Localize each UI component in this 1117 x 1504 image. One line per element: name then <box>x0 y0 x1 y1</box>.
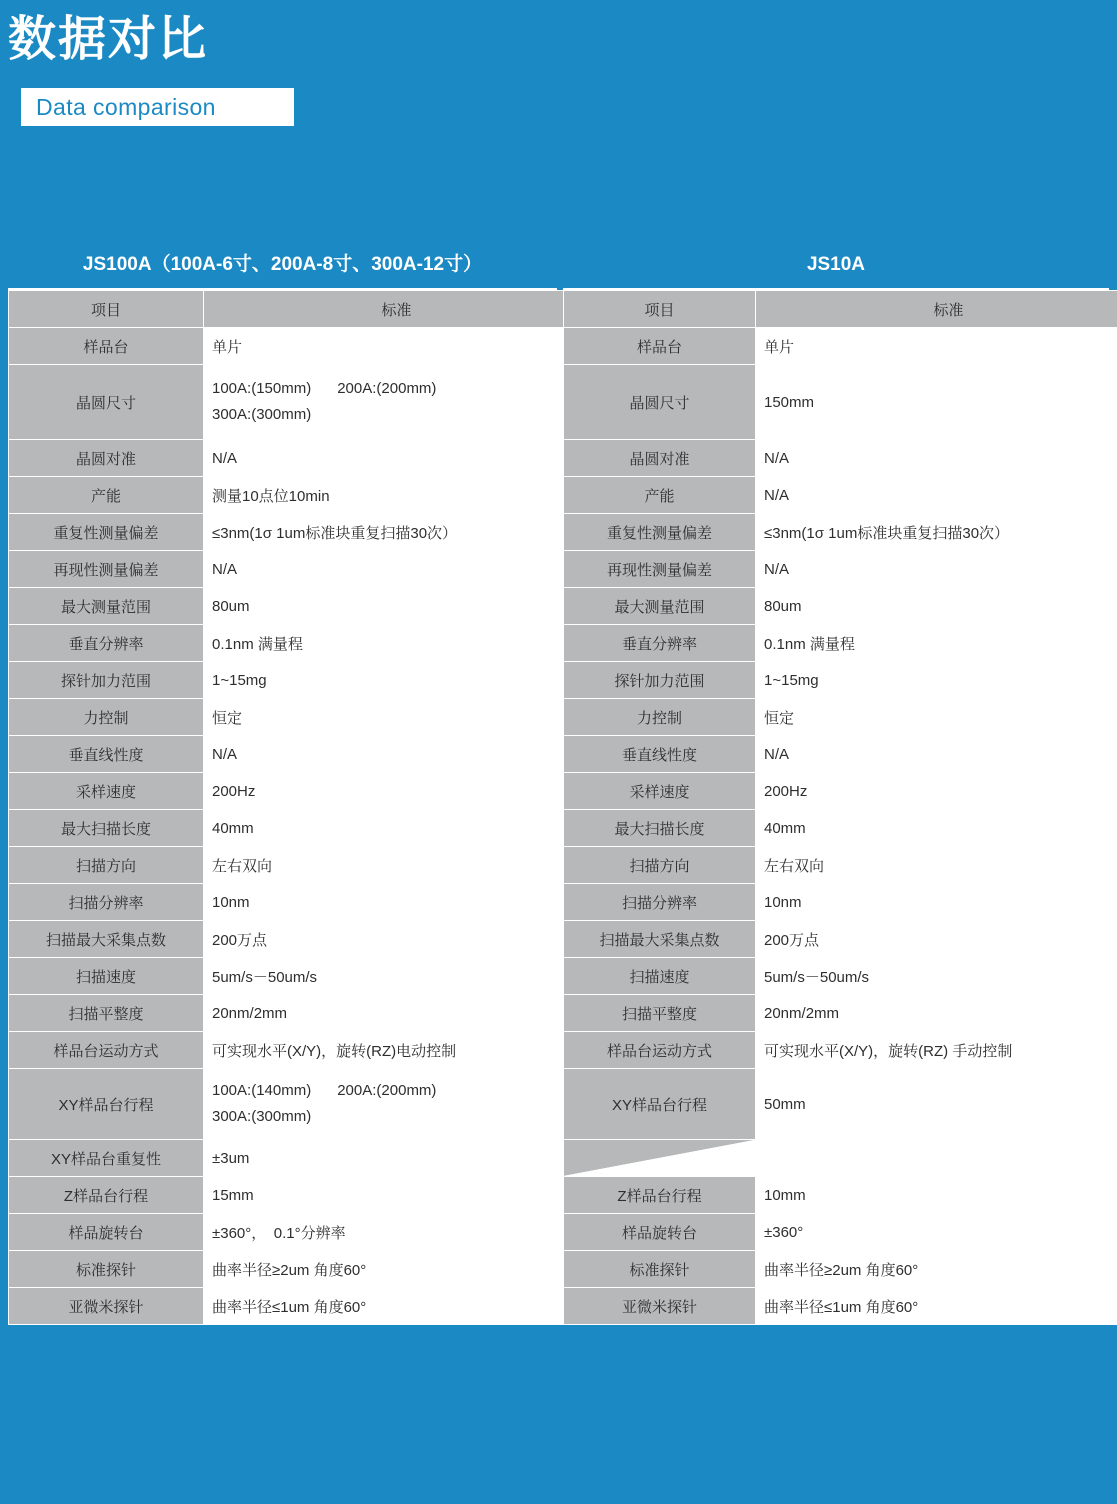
row-item: Z样品台行程 <box>9 1177 204 1214</box>
row-item: 扫描速度 <box>9 958 204 995</box>
model-header-right: JS10A <box>563 242 1109 290</box>
row-item: 重复性测量偏差 <box>564 514 756 551</box>
row-value-line1: 100A:(140mm) <box>212 1082 312 1099</box>
spec-table-right <box>563 290 1117 1325</box>
row-value: 10nm <box>756 884 1117 921</box>
table-row <box>564 1251 1117 1288</box>
column-header-standard: 标准 <box>204 291 590 328</box>
table-row <box>9 514 590 551</box>
row-value: 单片 <box>756 328 1117 365</box>
row-item: 扫描平整度 <box>9 995 204 1032</box>
table-row <box>564 1177 1117 1214</box>
table-js100a <box>8 242 557 1325</box>
table-row <box>9 440 590 477</box>
row-value: ±360° <box>756 1214 1117 1251</box>
row-item: 最大扫描长度 <box>9 810 204 847</box>
table-row <box>564 995 1117 1032</box>
row-item: 扫描速度 <box>564 958 756 995</box>
row-item: 产能 <box>564 477 756 514</box>
row-value: 曲率半径≥2um 角度60° <box>756 1251 1117 1288</box>
row-item: 样品台 <box>9 328 204 365</box>
spec-table-left <box>8 290 590 1325</box>
subtitle-text: Data comparison <box>36 93 216 120</box>
row-item: XY样品台行程 <box>9 1069 204 1140</box>
row-value: 200Hz <box>756 773 1117 810</box>
table-header-row <box>9 291 590 328</box>
row-item: 采样速度 <box>9 773 204 810</box>
model-header-left: JS100A（100A-6寸、200A-8寸、300A-12寸） <box>8 242 557 290</box>
table-row <box>564 884 1117 921</box>
row-item: 垂直线性度 <box>564 736 756 773</box>
row-value: 恒定 <box>756 699 1117 736</box>
table-row <box>564 773 1117 810</box>
row-item: 产能 <box>9 477 204 514</box>
table-row <box>564 551 1117 588</box>
page-title: 数据对比 <box>8 13 209 66</box>
table-row <box>564 1032 1117 1069</box>
table-row <box>9 699 590 736</box>
table-row <box>564 699 1117 736</box>
row-value: N/A <box>756 736 1117 773</box>
subtitle-accent-bar <box>14 88 21 126</box>
row-value <box>204 1069 590 1140</box>
table-row <box>564 1288 1117 1325</box>
table-row <box>9 1251 590 1288</box>
row-value: 可实现水平(X/Y)，旋转(RZ)电动控制 <box>204 1032 590 1069</box>
table-row <box>9 551 590 588</box>
row-item: 最大扫描长度 <box>564 810 756 847</box>
row-item: 样品台运动方式 <box>9 1032 204 1069</box>
column-header-item: 项目 <box>9 291 204 328</box>
row-value: 150mm <box>756 365 1117 440</box>
table-row <box>9 662 590 699</box>
table-row <box>564 1069 1117 1140</box>
row-value: 10mm <box>756 1177 1117 1214</box>
row-value: 80um <box>756 588 1117 625</box>
row-value: 200万点 <box>204 921 590 958</box>
row-item: 样品台运动方式 <box>564 1032 756 1069</box>
row-value: 测量10点位10min <box>204 477 590 514</box>
row-value: ≤3nm(1σ 1um标准块重复扫描30次） <box>204 514 590 551</box>
table-row <box>9 328 590 365</box>
table-row <box>564 440 1117 477</box>
row-item: 扫描方向 <box>9 847 204 884</box>
row-item-empty <box>564 1140 756 1177</box>
table-row <box>564 921 1117 958</box>
row-value: 40mm <box>204 810 590 847</box>
table-row <box>9 958 590 995</box>
row-item: 样品旋转台 <box>564 1214 756 1251</box>
row-item: 晶圆对准 <box>564 440 756 477</box>
row-item: 样品台 <box>564 328 756 365</box>
row-item: Z样品台行程 <box>564 1177 756 1214</box>
row-item: 探针加力范围 <box>9 662 204 699</box>
row-value-line1b: 200A:(200mm) <box>337 380 437 397</box>
table-header-row <box>564 291 1117 328</box>
row-value: N/A <box>204 551 590 588</box>
table-row <box>564 328 1117 365</box>
row-item: 力控制 <box>9 699 204 736</box>
table-row <box>9 1288 590 1325</box>
row-item: 再现性测量偏差 <box>564 551 756 588</box>
row-value: 曲率半径≤1um 角度60° <box>204 1288 590 1325</box>
row-value: 80um <box>204 588 590 625</box>
row-value: 0.1nm 满量程 <box>204 625 590 662</box>
row-value: 40mm <box>756 810 1117 847</box>
row-value: 5um/s－50um/s <box>204 958 590 995</box>
row-item: 扫描平整度 <box>564 995 756 1032</box>
table-row <box>9 477 590 514</box>
table-row <box>9 365 590 440</box>
table-row <box>564 810 1117 847</box>
row-value: 曲率半径≥2um 角度60° <box>204 1251 590 1288</box>
row-item: 最大测量范围 <box>9 588 204 625</box>
row-item: 扫描最大采集点数 <box>564 921 756 958</box>
row-item: 亚微米探针 <box>564 1288 756 1325</box>
row-value: 左右双向 <box>204 847 590 884</box>
table-row <box>9 921 590 958</box>
row-value: N/A <box>756 477 1117 514</box>
row-value: 15mm <box>204 1177 590 1214</box>
table-row <box>564 477 1117 514</box>
table-row <box>9 810 590 847</box>
table-js10a <box>563 242 1109 1325</box>
row-item: 扫描分辨率 <box>9 884 204 921</box>
table-row <box>564 736 1117 773</box>
table-row <box>564 588 1117 625</box>
table-row <box>564 847 1117 884</box>
column-header-item: 项目 <box>564 291 756 328</box>
row-value: 曲率半径≤1um 角度60° <box>756 1288 1117 1325</box>
table-row <box>564 1214 1117 1251</box>
row-value-line2: 300A:(300mm) <box>212 1108 312 1125</box>
row-item: XY样品台重复性 <box>9 1140 204 1177</box>
table-row <box>9 588 590 625</box>
row-item: 标准探针 <box>9 1251 204 1288</box>
row-value: 1~15mg <box>756 662 1117 699</box>
table-row <box>9 884 590 921</box>
subtitle-banner <box>14 88 294 126</box>
row-value: 200Hz <box>204 773 590 810</box>
row-value: 200万点 <box>756 921 1117 958</box>
table-row <box>9 773 590 810</box>
row-value: ±3um <box>204 1140 590 1177</box>
table-row <box>9 1214 590 1251</box>
table-row <box>564 625 1117 662</box>
table-row <box>564 514 1117 551</box>
row-item: 扫描最大采集点数 <box>9 921 204 958</box>
row-item: 力控制 <box>564 699 756 736</box>
row-item: 垂直分辨率 <box>9 625 204 662</box>
row-value: 20nm/2mm <box>204 995 590 1032</box>
row-value-line2: 300A:(300mm) <box>212 406 312 423</box>
table-row <box>9 1032 590 1069</box>
row-value: 0.1nm 满量程 <box>756 625 1117 662</box>
row-item: 采样速度 <box>564 773 756 810</box>
row-item: 最大测量范围 <box>564 588 756 625</box>
table-row <box>9 1177 590 1214</box>
row-item: 标准探针 <box>564 1251 756 1288</box>
row-value: N/A <box>204 736 590 773</box>
row-value: 20nm/2mm <box>756 995 1117 1032</box>
table-row <box>9 995 590 1032</box>
table-row-empty <box>564 1140 1117 1177</box>
row-item: 探针加力范围 <box>564 662 756 699</box>
row-item: XY样品台行程 <box>564 1069 756 1140</box>
table-row <box>9 847 590 884</box>
comparison-tables <box>8 242 1109 1325</box>
row-item: 晶圆尺寸 <box>564 365 756 440</box>
row-item: 扫描分辨率 <box>564 884 756 921</box>
row-value-line1b: 200A:(200mm) <box>337 1082 437 1099</box>
row-value: 左右双向 <box>756 847 1117 884</box>
row-item: 垂直分辨率 <box>564 625 756 662</box>
row-value: ±360°， 0.1°分辨率 <box>204 1214 590 1251</box>
row-value: N/A <box>756 440 1117 477</box>
row-item: 样品旋转台 <box>9 1214 204 1251</box>
table-row <box>564 662 1117 699</box>
table-row <box>9 1069 590 1140</box>
row-value: 可实现水平(X/Y)，旋转(RZ) 手动控制 <box>756 1032 1117 1069</box>
table-row <box>9 736 590 773</box>
row-value: 50mm <box>756 1069 1117 1140</box>
row-value: 单片 <box>204 328 590 365</box>
row-value-line1: 100A:(150mm) <box>212 380 312 397</box>
row-item: 扫描方向 <box>564 847 756 884</box>
row-value: ≤3nm(1σ 1um标准块重复扫描30次） <box>756 514 1117 551</box>
row-value: 1~15mg <box>204 662 590 699</box>
row-value: 10nm <box>204 884 590 921</box>
row-item: 垂直线性度 <box>9 736 204 773</box>
table-row <box>9 1140 590 1177</box>
table-row <box>564 958 1117 995</box>
row-value <box>204 365 590 440</box>
row-value: 恒定 <box>204 699 590 736</box>
row-value: 5um/s－50um/s <box>756 958 1117 995</box>
row-value: N/A <box>204 440 590 477</box>
row-item: 再现性测量偏差 <box>9 551 204 588</box>
table-row <box>564 365 1117 440</box>
row-item: 晶圆对准 <box>9 440 204 477</box>
table-row <box>9 625 590 662</box>
row-item: 亚微米探针 <box>9 1288 204 1325</box>
column-header-standard: 标准 <box>756 291 1117 328</box>
row-value: N/A <box>756 551 1117 588</box>
row-item: 重复性测量偏差 <box>9 514 204 551</box>
row-item: 晶圆尺寸 <box>9 365 204 440</box>
row-value-empty <box>756 1140 1117 1177</box>
